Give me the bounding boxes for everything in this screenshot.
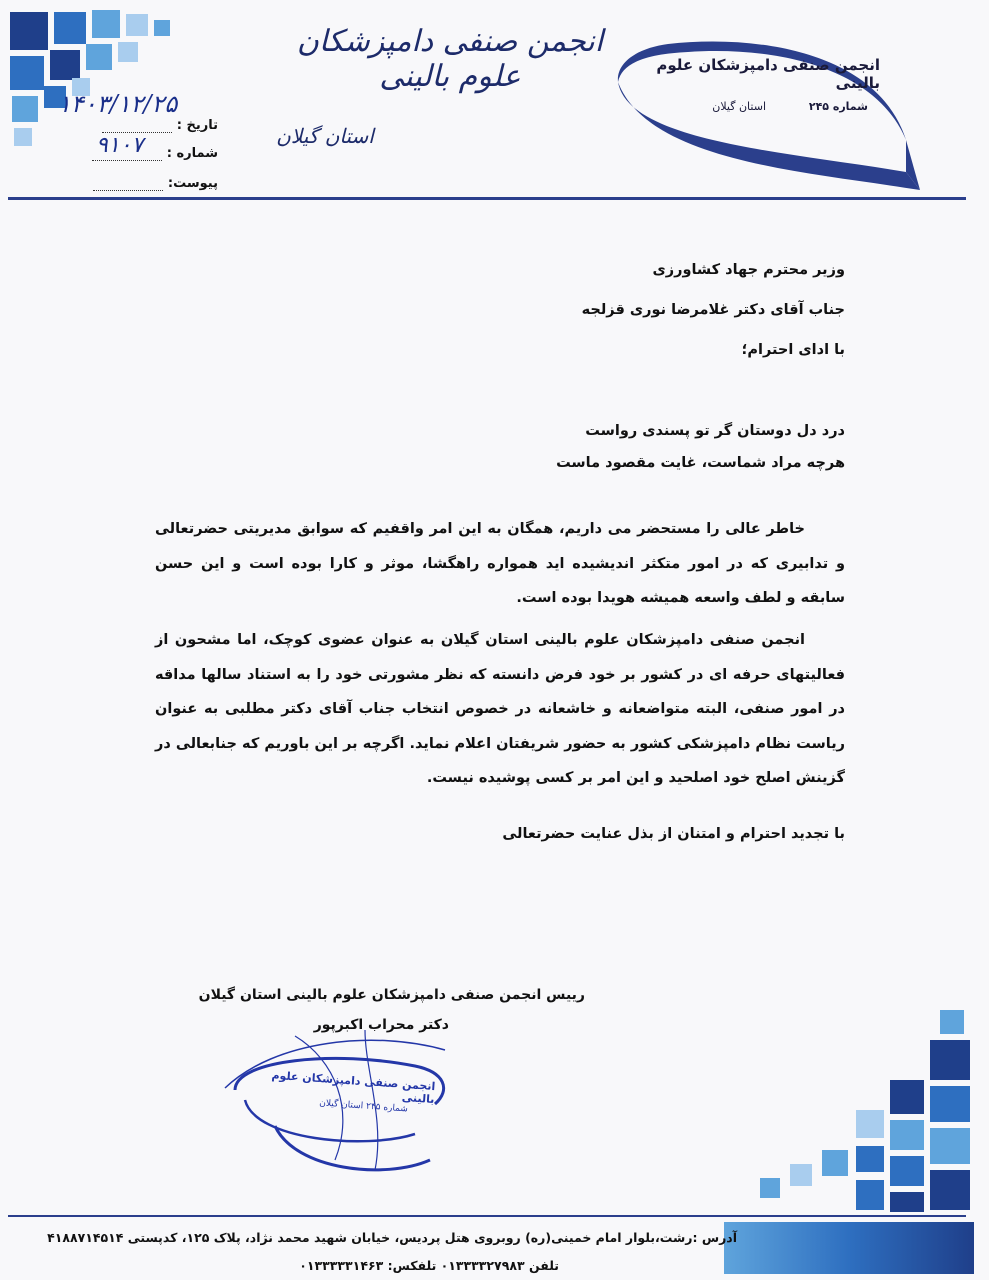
attachment-field [88, 176, 218, 191]
recipient-line-1: وزیر محترم جهاد کشاورزی [652, 262, 845, 278]
stamp-text: انجمن صنفی دامپزشکان علوم بالینی [271, 1068, 436, 1107]
footer-address: آدرس :رشت،بلوار امام خمینی(ره) روبروی هتل پردیس، خیابان شهید محمد نژاد، پلاک ۱۲۵، کدپستی ۴۱۸۸۷۱۴۵۱۴ [47, 1230, 737, 1245]
organization-title: انجمن صنفی دامپزشکان علوم بالینی [296, 24, 604, 94]
paragraph-2: انجمن صنفی دامپزشکان علوم بالینی استان گیلان به عنوان عضوی کوچک، اما مشحون از فعالیتهای حرفه ای در کشور بر خود فرض دانسته که نظر مشورتی خود را به استناد سالها مداقه در امور صنفی، البته متواضعانه و خاشعانه در خصوص انتخاب جناب آقای دکتر مطلبی به عنوان ریاست نظام دامپزشکی کشور به حضور شریفتان اعلام نماید. اگرچه بر این باوریم که جنابعالی در گزینش اصلح خود اصلحید و این امر بر کسی پوشیده نیست. [155, 632, 845, 786]
greeting: با ادای احترام؛ [741, 342, 845, 358]
poem-line-1: درد دل دوستان گر تو پسندی رواست [585, 423, 845, 439]
logo-text: انجمن صنفی دامپزشکان علوم بالینی [656, 56, 880, 92]
stamp-subtext: شماره ۲۴۵ استان گیلان [318, 1098, 409, 1115]
handwritten-number: ۹۱۰۷ [96, 133, 144, 158]
footer-divider [8, 1215, 966, 1217]
recipient-line-2: جناب آقای دکتر غلامرضا نوری قزلجه [581, 302, 845, 318]
poem-line-2: هرچه مراد شماست، غایت مقصود ماست [556, 455, 845, 471]
attachment-line [93, 178, 163, 191]
header-divider [8, 197, 966, 200]
signatory-title: رییس انجمن صنفی دامپزشکان علوم بالینی استان گیلان [198, 987, 585, 1003]
date-label: تاریخ : [176, 118, 218, 133]
closing-line: با تجدید احترام و امتنان از بذل عنایت حضرتعالی [502, 826, 845, 842]
logo-province: استان گیلان [712, 100, 766, 113]
paragraph-1: خاطر عالی را مستحضر می داریم، همگان به این امر واقفیم که سوابق مدیریتی حضرتعالی و تدابیری که در امور متکثر اندیشیده اید همواره راهگشا، موثر و کارا بوده است و این حسن سابقه و لطف واسعه همیشه هویدا بوده است. [155, 521, 845, 606]
date-line [102, 120, 172, 133]
logo-number: شماره ۲۴۵ [808, 100, 868, 113]
footer-phone: تلفن ۰۱۳۳۳۳۲۷۹۸۳ تلفکس: ۰۱۳۳۳۳۳۱۴۶۳ [299, 1258, 559, 1273]
attachment-label: پیوست: [167, 176, 218, 191]
number-label: شماره : [166, 146, 218, 161]
signatory-name: دکتر محراب اکبرپور [313, 1017, 449, 1033]
date-field [88, 118, 218, 133]
province-name: استان گیلان [276, 124, 374, 148]
handwritten-date: ۱۴۰۳/۱۲/۲۵ [58, 90, 178, 118]
